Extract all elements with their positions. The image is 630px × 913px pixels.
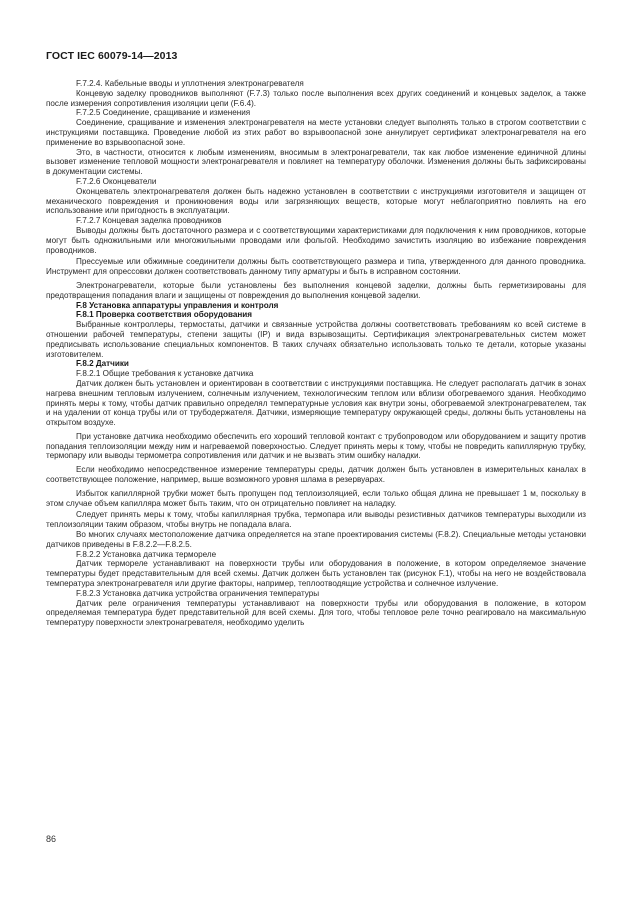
paragraph: Прессуемые или обжимные соединители должны быть соответствующего размера и типа, утвержденного для данного проводника. Инструмент для опрессовки должен соответствовать данному типу арматуры и быть в исправном состоянии. bbox=[46, 257, 586, 277]
section-heading: F.8.1 Проверка соответствия оборудования bbox=[76, 310, 253, 320]
section-heading: F.8 Установка аппаратуры управления и контроля bbox=[76, 300, 279, 310]
paragraph: Во многих случаях местоположение датчика определяется на этапе проектирования системы (F.8.2). Специальные методы установки датчиков приведены в F.8.2.2—F.8.2.5. bbox=[46, 530, 586, 549]
subsection-heading: F.8.2.1 Общие требования к установке датчика bbox=[76, 369, 254, 379]
standard-header: ГОСТ IEC 60079-14—2013 bbox=[46, 50, 178, 62]
subsection-heading: F.8.2.2 Установка датчика термореле bbox=[76, 549, 217, 559]
paragraph: Датчик реле ограничения температуры устанавливают на поверхности трубы или оборудования в положение, в котором определяемая температура будет представительной для всей схемы. Для того, чтобы тепловое реле точно реагировало на максимальную температуру поверхности электронагревателя, необходимо уделить bbox=[46, 598, 586, 628]
paragraph: Избыток капиллярной трубки может быть пропущен под теплоизоляцией, если только общая длина не превышает 1 м, поскольку в этом случае объем капилляра может быть таким, что он отрицательно повлияет на наладку. bbox=[46, 488, 586, 508]
paragraph: Концевую заделку проводников выполняют (F.7.3) только после выполнения всех других соединений и концевых заделок, а также после измерения сопротивления изоляции цепи (F.6.4). bbox=[46, 88, 586, 108]
body-text bbox=[46, 79, 586, 628]
paragraph: Оконцеватель электронагревателя должен быть надежно установлен в соответствии с инструкциями изготовителя и защищен от механического повреждения и проникновения воды или загрязняющих веществ, которые могут неблагоприятно повлиять на его использование или пригодность в эксплуатации. bbox=[46, 186, 586, 216]
paragraph: Электронагреватели, которые были установлены без выполнения концевой заделки, должны быть герметизированы для предотвращения попадания влаги и защищены от повреждения до выполнения концевой заделки. bbox=[46, 280, 586, 300]
paragraph: Соединение, сращивание и изменения электронагревателя на месте установки следует выполнять только в строгом соответствии с инструкциями поставщика. Проведение любой из этих работ во взрывоопасной зоне аннулирует сертификат электронагревателя на его применение во взрывоопасной зоне. bbox=[46, 118, 586, 147]
paragraph: Датчик должен быть установлен и ориентирован в соответствии с инструкциями поставщика. Не следует располагать датчик в зонах нагрева внешним тепловым излучением, солнечным излучением, технологическим теплом или вблизи обогреваемого здания. Необходимо принять меры к тому, чтобы датчик правильно определял температурные условия как внутри зоны, обогреваемой электронагревателем, так и на удалении от конца трубы или от трубодержателя. Датчики, измеряющие температуру окружающей среды, должны быть установлены на открытом воздухе. bbox=[46, 378, 586, 428]
paragraph: Датчик термореле устанавливают на поверхности трубы или оборудования в положение, в котором определяемое значение температуры будет представительным для всей схемы. Датчик должен быть установлен так (рисунок F.1), чтобы на него не воздействовала температура электронагревателя или другие факторы, например, теплоотводящие устройства и солнечное излучение. bbox=[46, 559, 586, 589]
page-number: 86 bbox=[46, 834, 57, 844]
subsection-heading: F.7.2.5 Соединение, сращивание и изменения bbox=[76, 108, 251, 118]
subsection-heading: F.7.2.7 Концевая заделка проводников bbox=[76, 216, 222, 226]
paragraph: При установке датчика необходимо обеспечить его хороший тепловой контакт с трубопроводом или оборудованием и защиту против попадания теплоизоляции между ним и нагреваемой поверхностью. Следует принять меры к тому, чтобы не повредить капиллярную трубку, термопару или выводы термометра сопротивления или датчик и не вызвать этим ошибку наладки. bbox=[46, 431, 586, 461]
subsection-heading: F.7.2.6 Оконцеватели bbox=[76, 176, 157, 186]
subsection-heading: F.7.2.4. Кабельные вводы и уплотнения электронагревателя bbox=[76, 79, 304, 88]
paragraph: Выбранные контроллеры, термостаты, датчики и связанные устройства должны соответствовать требованиям ко всей системе в отношении рабочей температуры, степени защиты (IP) и вида взрывозащиты. Сертификация электронагревательных систем может предписывать использование специальных компонентов. В таких случаях обязательно использовать только те детали, которые указаны изготовителем. bbox=[46, 320, 586, 359]
paragraph: Следует принять меры к тому, чтобы капиллярная трубка, термопара или выводы резистивных датчиков температуры выходили из теплоизоляции таким образом, чтобы внутрь не попадала влага. bbox=[46, 510, 586, 530]
paragraph: Если необходимо непосредственное измерение температуры среды, датчик должен быть установлен в измерительных каналах в соответствующее положение, например, выше возможного уровня шлама в резервуарах. bbox=[46, 465, 586, 485]
paragraph: Это, в частности, относится к любым изменениям, вносимым в электронагреватели, так как любое изменение единичной длины вызовет изменение тепловой мощности электронагревателя и повлияет на температуру оболочки. Изменения должны быть зафиксированы в документации системы. bbox=[46, 147, 586, 177]
subsection-heading: F.8.2.3 Установка датчика устройства ограничения температуры bbox=[76, 588, 320, 598]
paragraph: Выводы должны быть достаточного размера и с соответствующими характеристиками для подключения к ним проводников, которые могут быть одножильными или многожильными проводами или фольгой. Необходимо зачистить изоляцию во избежание повреждения проводников. bbox=[46, 225, 586, 255]
section-heading: F.8.2 Датчики bbox=[76, 359, 129, 369]
